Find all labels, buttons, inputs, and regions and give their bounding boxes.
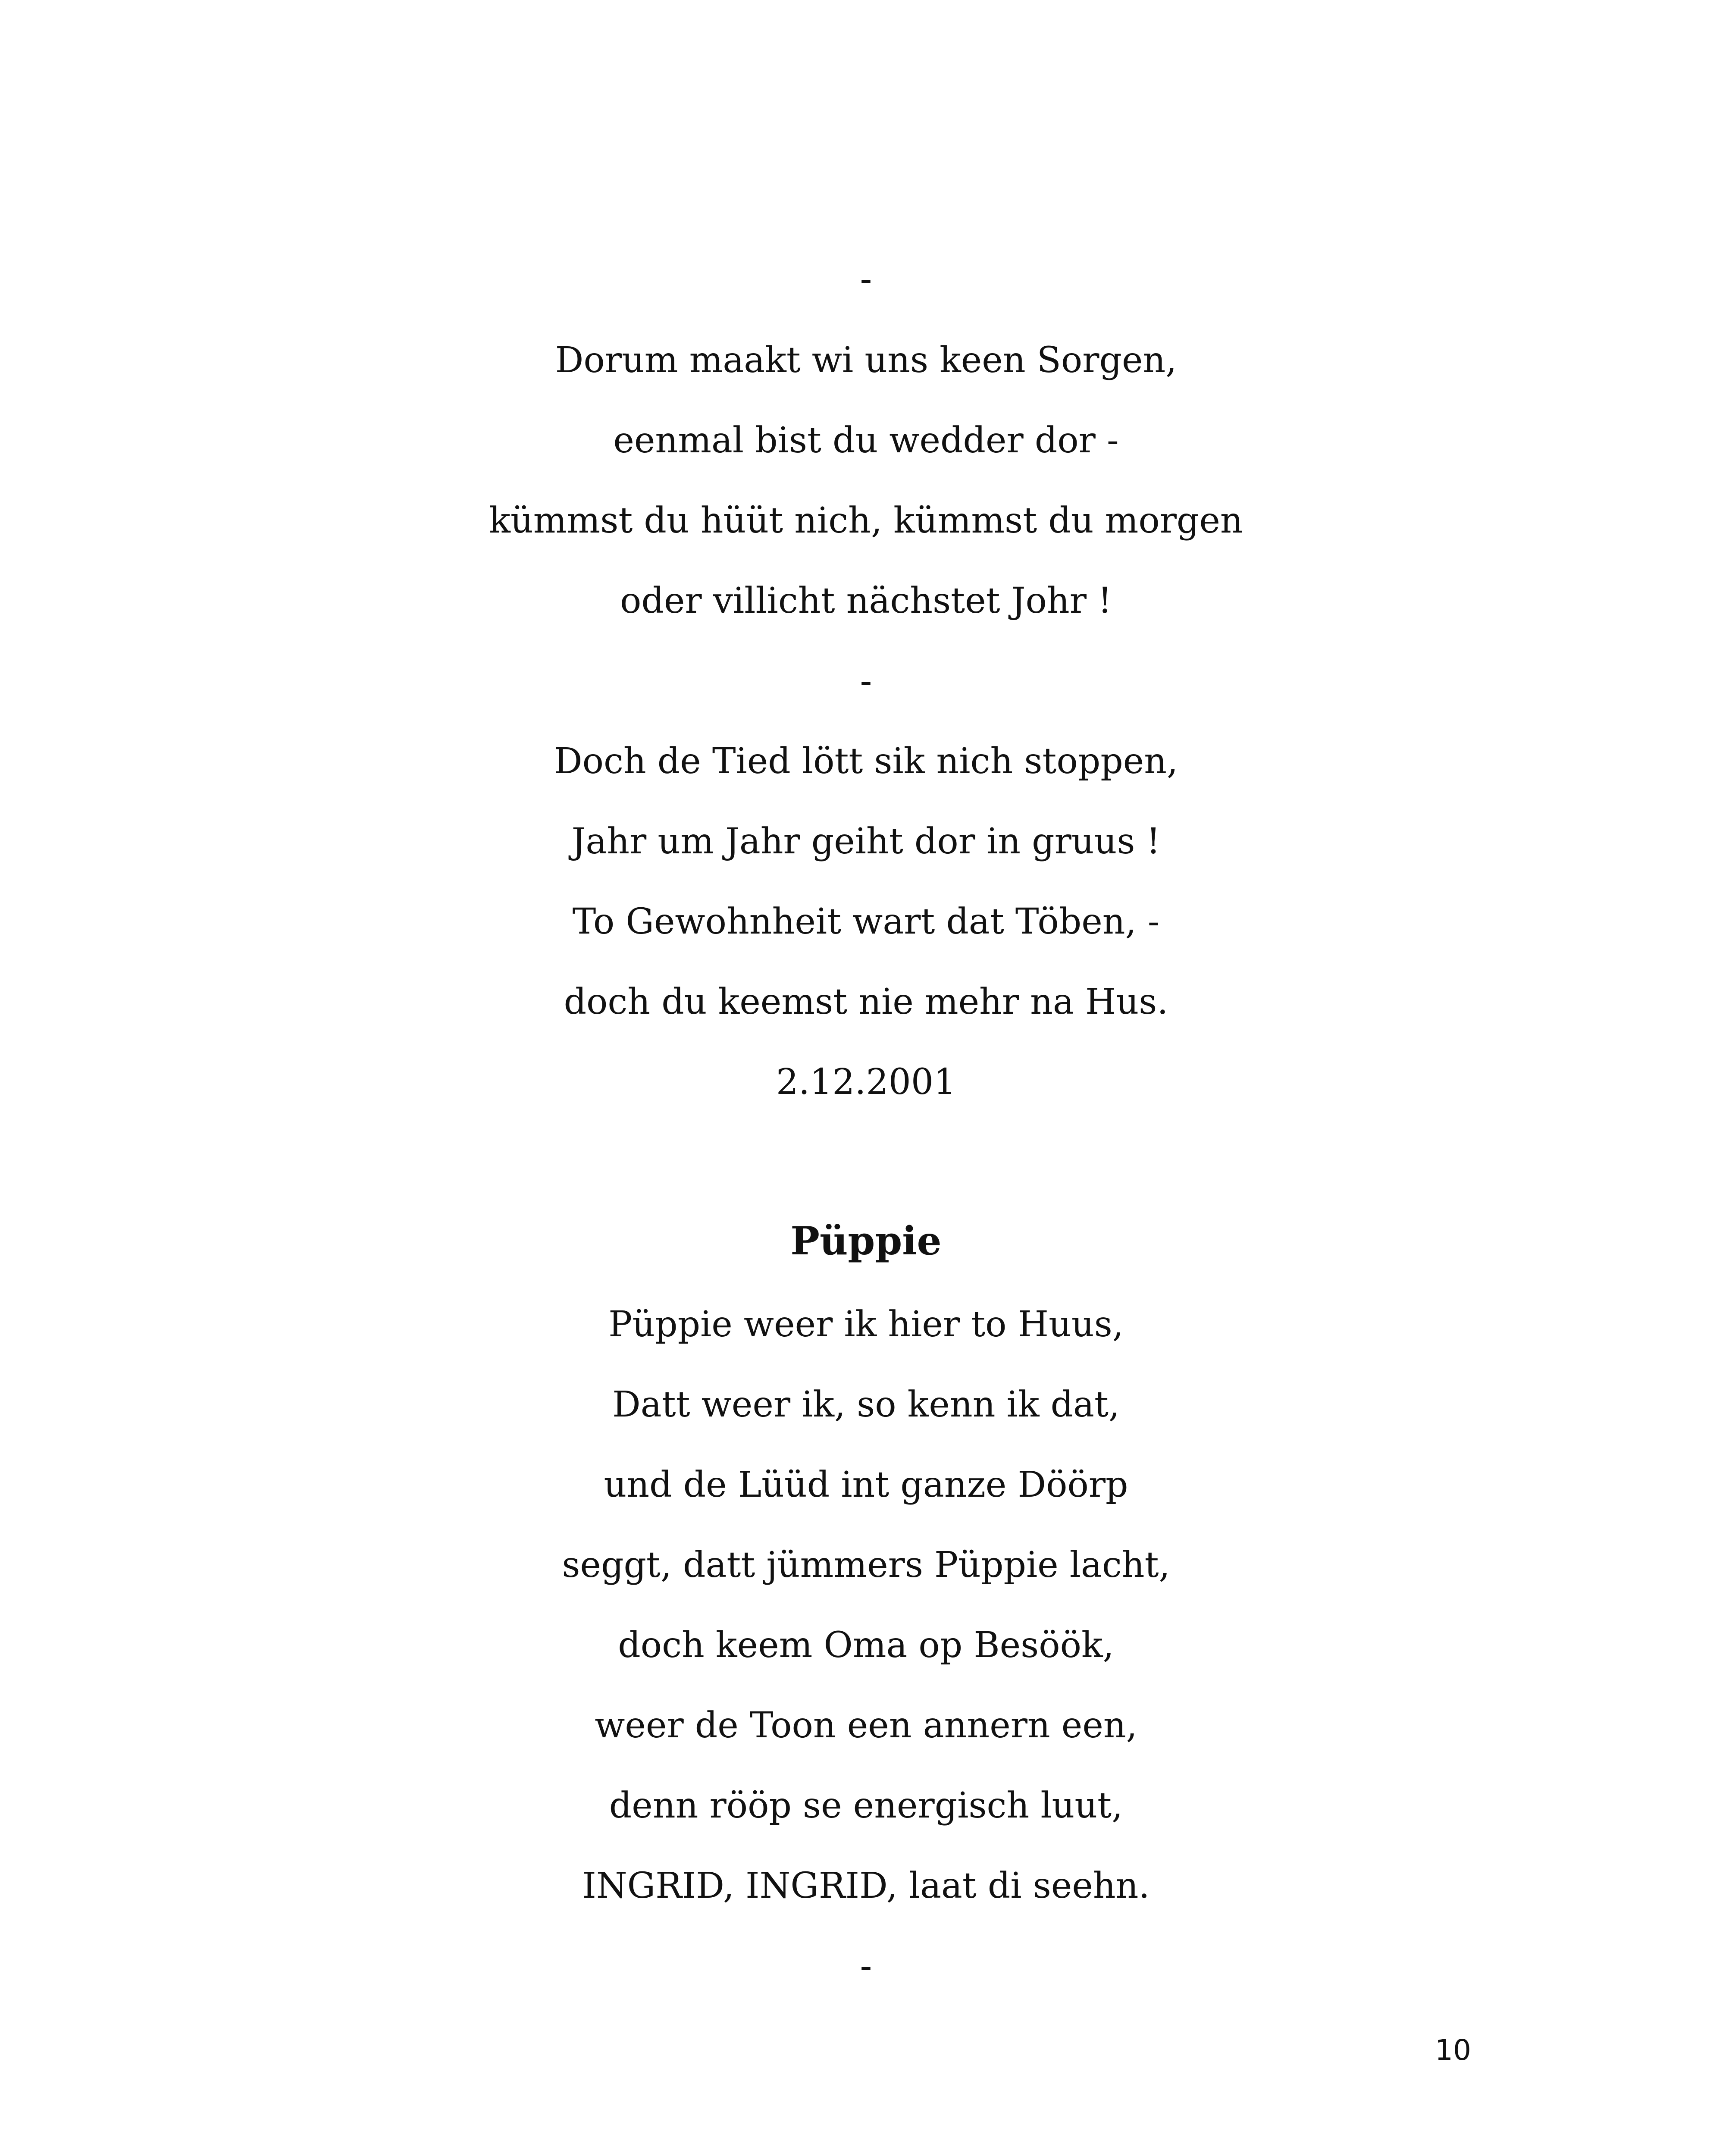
- poem-line: INGRID, INGRID, laat di seehn.: [582, 1865, 1150, 1906]
- poem-line: seggt, datt jümmers Püppie lacht,: [562, 1545, 1170, 1586]
- poem-line: To Gewohnheit wart dat Töben, -: [572, 901, 1160, 942]
- poem-date: 2.12.2001: [776, 1062, 956, 1103]
- poem-line: Doch de Tied lött sik nich stoppen,: [554, 741, 1178, 782]
- stanza-separator: -: [860, 259, 872, 300]
- stanza-separator: -: [860, 1946, 872, 1987]
- poem-line: Püppie weer ik hier to Huus,: [608, 1304, 1124, 1345]
- poem-line: oder villicht nächstet Johr !: [620, 580, 1112, 621]
- poem-line: eenmal bist du wedder dor -: [613, 420, 1119, 461]
- poem-line: Dorum maakt wi uns keen Sorgen,: [555, 340, 1177, 381]
- poem-line: Datt weer ik, so kenn ik dat,: [612, 1384, 1120, 1425]
- poem-line: und de Lüüd int ganze Döörp: [604, 1464, 1128, 1505]
- poem-line: Jahr um Jahr geiht dor in gruus !: [571, 821, 1161, 862]
- poem-title: Püppie: [790, 1218, 942, 1264]
- poem-line: weer de Toon een annern een,: [595, 1705, 1137, 1746]
- page-number: 10: [1435, 2034, 1471, 2067]
- poem-line: denn rööp se energisch luut,: [609, 1785, 1123, 1826]
- stanza-separator: -: [860, 661, 872, 702]
- poem-line: kümmst du hüüt nich, kümmst du morgen: [489, 500, 1243, 541]
- poem-line: doch keem Oma op Besöök,: [618, 1625, 1114, 1666]
- poem-line: doch du keemst nie mehr na Hus.: [564, 981, 1168, 1022]
